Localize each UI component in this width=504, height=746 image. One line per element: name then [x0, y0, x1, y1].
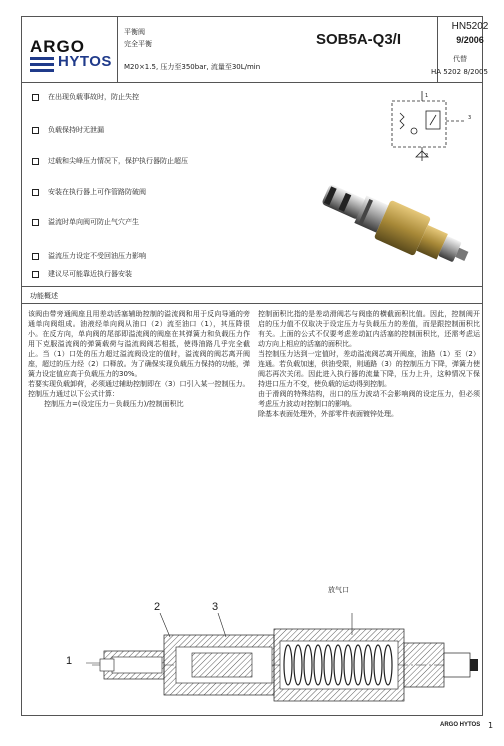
feature-item [32, 251, 146, 261]
brand-logo [22, 17, 118, 83]
product-subtype: 完全平衡 [124, 40, 152, 48]
checkbox-icon [32, 219, 39, 226]
doc-number: HN5202 [451, 21, 489, 32]
hydraulic-symbol-icon [378, 89, 474, 165]
paragraph: 控制面积比指的是差动滑阀芯与阀座的横截面积比值。因此，控制阀开启的压力值不仅取决于设定压力与负载压力的差值，而是跟控制面积比有关。上面的公式不仅要考虑差动缸内活塞的控制面积比，还需考虑运动方向上相应的活塞的面积比。 [258, 310, 480, 348]
callout-1: 1 [66, 655, 73, 667]
feature-text: 过载和尖峰压力情况下，保护执行器防止超压 [48, 157, 188, 165]
paragraph: 该阀由带旁通阀座且用差动活塞辅助控制的溢流阀和用于反向导通的旁通单向阀组成。油液经单向阀从油口（2）流至油口（1），其压降很小。在反方向，单向阀的尾部即溢流阀的阀座在其弹簧力和负载压力作用下克服溢流阀的弹簧载荷与溢流阀阀芯相抵，使得油路几乎完全截止。当（1）口处的压力超过溢流阀设定的值时，溢流阀的阀芯离开阀座，超过的压力经（2）口释放。为了确保实现负载压力保持的功能，弹簧力设定值应高于负载压力的30%。 [28, 310, 250, 378]
description-left-column [28, 309, 250, 409]
feature-text: 建议尽可能靠近执行器安装 [48, 270, 132, 278]
paragraph: 控制压力通过以下公式计算： [28, 390, 119, 398]
footer-brand: ARGO HYTOS [440, 722, 481, 728]
port-label: 2 [425, 153, 429, 159]
page-number: 1 [488, 721, 494, 730]
feature-text: 安装在执行器上可作管路防破阀 [48, 188, 146, 196]
cross-section-figure [22, 577, 482, 715]
port-label: 3 [468, 115, 472, 121]
product-type: 平衡阀 [124, 28, 145, 36]
feature-item [32, 217, 139, 227]
paragraph: 若要实现负载卸荷，必须通过辅助控制即在（3）口引入某一控制压力。 [28, 380, 250, 388]
feature-item [32, 156, 188, 166]
checkbox-icon [32, 271, 39, 278]
brand-hytos: HYTOS [58, 53, 112, 70]
replaces-label: 代替 [453, 55, 467, 63]
paragraph: 当控制压力达到一定值时，差动溢流阀芯离开阀座，油路（1）至（2）连通。若负载加速，供油受限，则通路（3）的控制压力下降，弹簧力使阀芯再次关闭。因此进入执行器的流量下降，压力上升，这种情况下保持进口压力不变，使负载的运动得到控制。 [258, 350, 480, 388]
doc-date: 9/2006 [456, 35, 484, 45]
logo-stripe [30, 69, 54, 72]
replaces-block [431, 16, 501, 82]
feature-item [32, 92, 139, 102]
datasheet-page [21, 16, 489, 716]
logo-stripe [30, 57, 54, 60]
paragraph: 除基本表面处理外，外部零件表面镀锌处理。 [258, 410, 398, 418]
checkbox-icon [32, 94, 39, 101]
feature-text: 负载保持时无泄漏 [48, 126, 104, 134]
callout-2: 2 [154, 601, 161, 613]
port-label: 1 [425, 93, 429, 99]
checkbox-icon [32, 189, 39, 196]
feature-text: 溢流压力设定不受回油压力影响 [48, 252, 146, 260]
checkbox-icon [32, 158, 39, 165]
cross-section-drawing [82, 613, 480, 707]
callout-3: 3 [212, 601, 219, 613]
model-number: SOB5A-Q3/I [316, 31, 402, 48]
feature-item [32, 187, 146, 197]
description-right-column [258, 309, 480, 419]
valve-cartridge-image [308, 173, 478, 281]
section-title: 功能概述 [22, 287, 482, 304]
feature-text: 在出现负载事故时，防止失控 [48, 93, 139, 101]
vent-label: 放气口 [328, 587, 349, 594]
checkbox-icon [32, 127, 39, 134]
product-spec: M20×1.5, 压力至350bar, 流量至30L/min [124, 63, 261, 71]
logo-stripe [30, 63, 54, 66]
feature-item [32, 269, 132, 279]
paragraph: 由于滑阀的特殊结构，出口的压力波动不会影响阀的设定压力，但必须考虑压力波动对控制口的影响。 [258, 390, 480, 408]
feature-item [32, 125, 104, 135]
formula: 控制压力=(设定压力－负载压力)/控制面积比 [44, 400, 184, 408]
features-section [22, 83, 482, 287]
brand-argo: ARGO [30, 37, 85, 56]
feature-text: 溢流时单向阀可防止气穴产生 [48, 218, 139, 226]
header [22, 17, 482, 83]
checkbox-icon [32, 253, 39, 260]
replaces-code: HA 5202 8/2005 [431, 68, 488, 76]
product-description [118, 17, 438, 83]
